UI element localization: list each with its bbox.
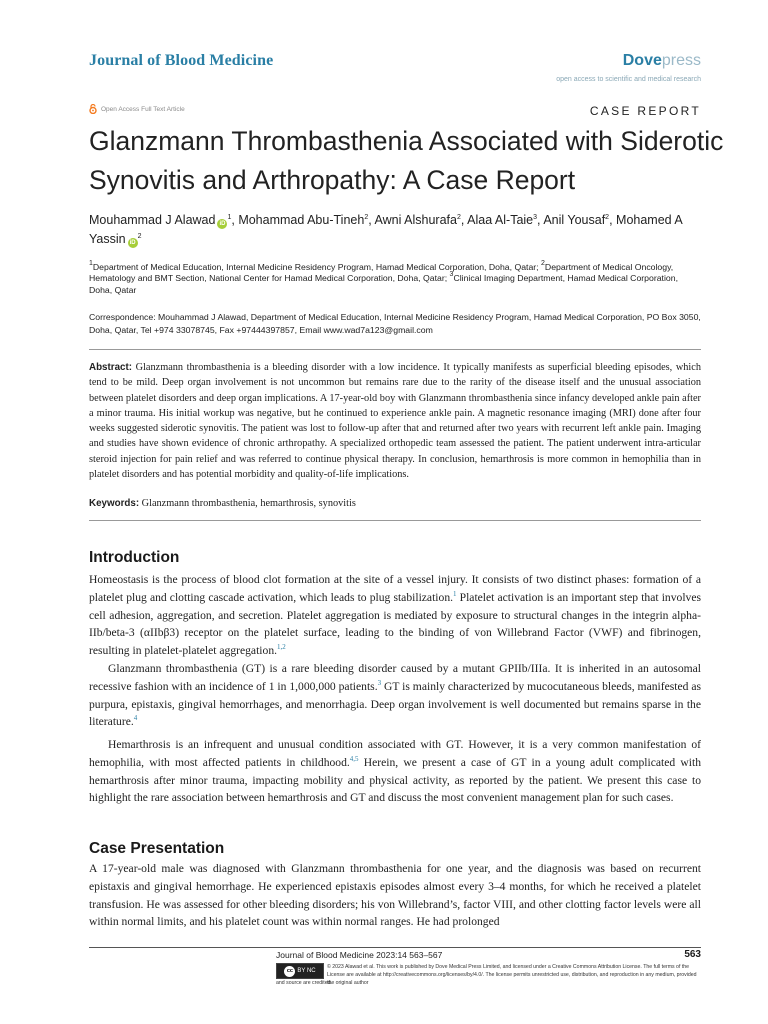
license-text: © 2023 Alawad et al. This work is published by Dove Medical Press Limited, and licensed under a Creative Commons Attribution License. The full terms of the License are available at http://creativecommons.org/licenses/by/4.0/. The license permits unrestricted use, distribution, and reproduction in any medium, provided the original author — [327, 964, 697, 986]
author-affiliation-marker: 1 — [227, 214, 232, 221]
orcid-icon[interactable]: iD — [129, 240, 136, 246]
divider — [89, 520, 701, 521]
keywords-text: Glanzmann thrombasthenia, hemarthrosis, synovitis — [139, 498, 356, 509]
affiliation-text: Department of Medical Oncology, Hematology and BMT Section, National Center for Hamad Medical Corporation, Doha, Qatar; — [89, 262, 674, 284]
paragraph-text: Hemarthrosis is an infrequent and unusual condition associated with GT. However, it is a very common manifestation of hemophilia, with most affected patients in childhood. — [89, 738, 701, 769]
divider — [89, 349, 701, 350]
author — [89, 213, 231, 227]
paragraph-text: Herein, we present a case of GT in a young adult complicated with hemarthrosis after minor trauma, impacting mobility and physical activity, as reported by the patient. We present this case to highlight the rare association between hemarthrosis and GT and discuss the most convenient management plan for such cases. — [89, 755, 701, 805]
footer-citation[interactable]: Journal of Blood Medicine 2023:14 563–567 — [276, 950, 443, 960]
publisher-logo[interactable] — [623, 52, 701, 70]
section-heading-introduction: Introduction — [89, 549, 180, 566]
section-heading-case-presentation: Case Presentation — [89, 840, 225, 857]
reference-link[interactable]: 4,5 — [349, 754, 359, 763]
orcid-icon[interactable]: iD — [219, 221, 226, 227]
reference-link[interactable]: 1 — [453, 589, 457, 598]
open-access-badge — [89, 104, 185, 114]
journal-title[interactable]: Journal of Blood Medicine — [89, 52, 274, 69]
affiliation-marker: 1 — [89, 260, 93, 267]
affiliation-marker: 3 — [449, 271, 454, 279]
keywords-label: Keywords: — [89, 498, 140, 509]
creative-commons-badge[interactable] — [276, 963, 324, 979]
paragraph: A 17-year-old male was diagnosed with Glanzmann thrombasthenia for one year, and the diagnosis was based on recurrent epistaxis and gingival hemorrhage. He experienced epistaxis episodes almost every 3–4 months, for which he received a platelet transfusion. He was assessed for other bleeding disorders; his von Willebrand’s, factor VIII, and other clotting factor levels were all within normal limits, and his platelet count was within normal ranges. He had prolonged — [89, 862, 701, 929]
paragraph-text: Platelet activation is an important step that involves cell adhesion, aggregation, and secretion. Platelet aggregation is mediated by exposure to structural changes in the integrin alpha-IIb/beta-3 (αIIbβ3) receptor on the platelet surface, leading to the binding of von Willebrand Factor (VWF) and fibrinogen, resulting in platelet-platelet aggregation. — [89, 590, 701, 658]
author-affiliation-marker: 2 — [456, 214, 461, 221]
paper-title: Glanzmann Thrombasthenia Associated with Siderotic Synovitis and Arthropathy: A Case Report — [89, 126, 724, 195]
abstract — [89, 360, 701, 482]
reference-link[interactable]: 3 — [377, 678, 382, 687]
author-affiliation-marker: 2 — [605, 214, 610, 221]
correspondence: Correspondence: Mouhammad J Alawad, Department of Medical Education, Internal Medicine Residency Program, Hamad Medical Corporation, PO Box 3050, Doha, Qatar, Tel +974 33078745, Fax +97444397857, Email www.wad7a123@gmail.com — [89, 312, 701, 335]
author — [238, 213, 368, 227]
paragraph — [89, 736, 701, 807]
paragraph — [89, 571, 701, 660]
abstract-text: Glanzmann thrombasthenia is a bleeding disorder with a low incidence. It typically manifests as superficial bleeding episodes, which tend to be mild. Deep organ involvement is not uncommon but remains rare due to the rarity of the disease itself and the unusual association between platelet disorders and deep organ implications. A 17-year-old boy with Glanzmann thrombasthenia since infancy developed ankle pain after a minor trauma. His initial workup was negative, but he continued to experience ankle pain. A magnetic resonance imaging (MRI) done after four weeks suggested siderotic synovitis. The patient was lost to follow-up after that and returned after two years with recurrent left ankle pain. Imaging and studies have shown evidence of chronic arthropathy. A specialized orthopedic team assessed the patient. The patient underwent intra-articular steroid injection for pain relief and was referred to continue physical therapy. In conclusion, hemarthrosis is more common in hemophilia than in platelet disorders and has potential morbidity and quality-of-life implications. — [89, 362, 701, 481]
reference-link[interactable]: 4 — [133, 714, 138, 723]
affiliation-text: Department of Medical Education, Internal Medicine Residency Program, Hamad Medical Corporation, Doha, Qatar; — [92, 262, 542, 272]
author — [543, 213, 609, 227]
license-text-tail: and source are credited. — [276, 980, 332, 986]
open-access-label: Open Access Full Text Article — [101, 105, 185, 113]
paragraph — [89, 660, 701, 731]
affiliation-text: Clinical Imaging Department, Hamad Medical Corporation, Doha, Qatar — [89, 273, 678, 295]
affiliations — [89, 262, 701, 296]
publisher-tagline: open access to scientific and medical research — [556, 76, 701, 83]
author-name: Awni Alshurafa — [374, 213, 457, 227]
author-name: Mohamed A Yassin — [89, 213, 683, 246]
author-name: Alaa Al-Taie — [467, 213, 534, 227]
footer-divider — [89, 947, 701, 948]
author-list: Mouhammad J Alawad $iD^1$, Mohammad Abu-Tineh$^2$, Awni Alshurafa$^2$, Alaa Al-Taie$^3$, Anil Yousaf$^2$, Mohamed A Yassin $iD^2$ — [89, 213, 683, 246]
author-affiliation-marker: 2 — [364, 214, 369, 221]
author — [374, 213, 460, 227]
keywords — [89, 498, 701, 509]
author-affiliation-marker: 2 — [137, 233, 142, 240]
author-name: Anil Yousaf — [543, 213, 606, 227]
publisher-name-dove: Dove — [622, 52, 662, 69]
open-access-lock-icon — [89, 104, 97, 114]
paragraph-text: Homeostasis is the process of blood clot formation at the site of a vessel injury. It consists of two distinct phases: formation of a platelet plug and clotting cascade activation, which leads to plug stabilization. — [89, 573, 701, 604]
reference-link[interactable]: 1,2 — [277, 643, 286, 652]
author-name: Mouhammad J Alawad — [89, 213, 216, 227]
page-number: 563 — [684, 949, 701, 960]
publisher-name-press: press — [661, 52, 701, 69]
paragraph-text: GT is mainly characterized by mucocutaneous bleeds, manifested as purpura, epistaxis, gingival hemorrhages, and menorrhagia. Deep organ involvement is well documented but remains sparse in the literature. — [89, 679, 701, 729]
author — [467, 213, 537, 227]
author-name: Mohammad Abu-Tineh — [238, 213, 365, 227]
article-type: CASE REPORT — [589, 104, 701, 118]
affiliation-marker: 2 — [541, 260, 545, 267]
author-affiliation-marker: 3 — [533, 214, 538, 221]
abstract-label: Abstract: — [89, 362, 133, 373]
creative-commons-icon: cc — [284, 966, 295, 977]
paragraph-text: Glanzmann thrombasthenia (GT) is a rare bleeding disorder caused by a mutant GPIIb/IIIa. It is inherited in an autosomal recessive fashion with an incidence of 1 in 1,000,000 patients. — [89, 662, 701, 693]
cc-license-type: BY NC — [297, 968, 316, 974]
